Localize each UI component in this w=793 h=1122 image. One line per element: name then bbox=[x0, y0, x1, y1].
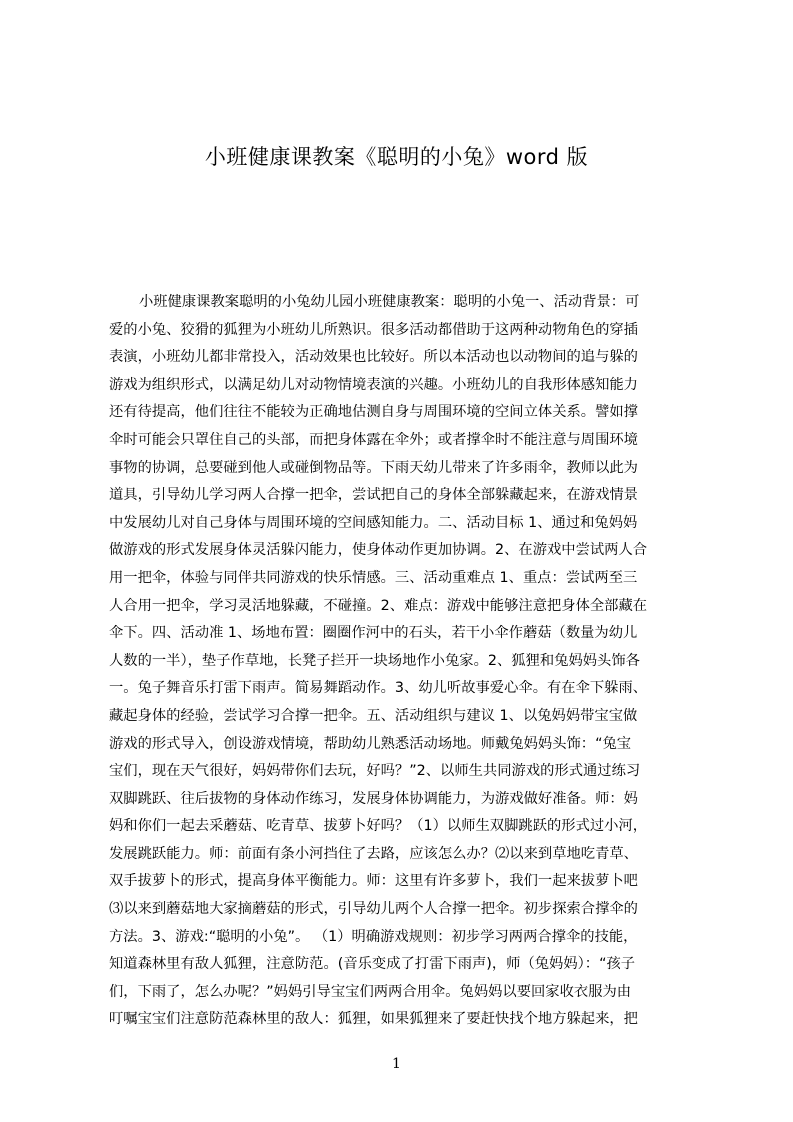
paragraph-line: 发展跳跃能力。师：前面有条小河挡住了去路，应该怎么办？⑵以来到草地吃青草、 bbox=[109, 845, 638, 862]
paragraph-line: 们，下雨了，怎么办呢？”妈妈引导宝宝们两两合用伞。兔妈妈以要回家收衣服为由 bbox=[109, 983, 632, 1000]
paragraph-line: 藏起身体的经验，尝试学习合撑一把伞。五、活动组织与建议 1、以兔妈妈带宝宝做 bbox=[109, 707, 638, 724]
paragraph-line: 中发展幼儿对自己身体与周围环境的空间感知能力。二、活动目标 1、通过和兔妈妈 bbox=[109, 514, 638, 531]
paragraph-line: 小班健康课教案聪明的小兔幼儿园小班健康教案：聪明的小兔一、活动背景：可 bbox=[139, 294, 640, 310]
paragraph-line: 一。兔子舞音乐打雷下雨声。简易舞蹈动作。3、幼儿听故事爱心伞。有在伞下躲雨、 bbox=[109, 680, 648, 697]
paragraph-line: 方法。3、游戏:“聪明的小兔”。 （1）明确游戏规则：初步学习两两合撑伞的技能， bbox=[109, 928, 638, 945]
paragraph-line: 做游戏的形式发展身体灵活躲闪能力，使身体动作更加协调。2、在游戏中尝试两人合 bbox=[109, 542, 648, 559]
paragraph-line: ⑶以来到蘑菇地大家摘蘑菇的形式，引导幼儿两个人合撑一把伞。初步探索合撑伞的 bbox=[109, 901, 638, 918]
paragraph-line: 表演，小班幼儿都非常投入，活动效果也比较好。所以本活动也以动物间的追与躲的 bbox=[109, 349, 638, 366]
paragraph-line: 双脚跳跃、往后拔物的身体动作练习，发展身体协调能力，为游戏做好准备。师：妈 bbox=[109, 790, 638, 807]
paragraph-line: 用一把伞，体验与同伴共同游戏的快乐情感。三、活动重难点 1、重点：尝试两至三 bbox=[109, 569, 638, 586]
paragraph-line: 道具，引导幼儿学习两人合撑一把伞，尝试把自己的身体全部躲藏起来，在游戏情景 bbox=[109, 487, 638, 504]
paragraph-line: 事物的协调，总要碰到他人或碰倒物品等。下雨天幼儿带来了许多雨伞，教师以此为 bbox=[109, 459, 638, 476]
paragraph-line: 双手拔萝卜的形式，提高身体平衡能力。师：这里有许多萝卜，我们一起来拔萝卜吧 bbox=[109, 873, 638, 890]
page-number: 1 bbox=[392, 1056, 401, 1072]
document-title: 小班健康课教案《聪明的小兔》word 版 bbox=[204, 145, 589, 169]
paragraph-line: 伞下。四、活动准 1、场地布置：圈圈作河中的石头，若干小伞作蘑菇（数量为幼儿 bbox=[109, 625, 638, 642]
paragraph-line: 知道森林里有敌人狐狸，注意防范。(音乐变成了打雷下雨声)，师（兔妈妈）：“孩子 bbox=[109, 956, 636, 973]
paragraph-line: 人合用一把伞，学习灵活地躲藏，不碰撞。2、难点：游戏中能够注意把身体全部藏在 bbox=[109, 597, 648, 614]
paragraph-line: 还有待提高，他们往往不能较为正确地估测自身与周围环境的空间立体关系。譬如撑 bbox=[109, 404, 638, 421]
paragraph-line: 伞时可能会只罩住自己的头部，而把身体露在伞外；或者撑伞时不能注意与周围环境 bbox=[109, 431, 638, 448]
paragraph-line: 妈和你们一起去采蘑菇、吃青草、拔萝卜好吗？（1）以师生双脚跳跃的形式过小河， bbox=[109, 818, 648, 835]
paragraph-line: 爱的小兔、狡猾的狐狸为小班幼儿所熟识。很多活动都借助于这两种动物角色的穿插 bbox=[109, 321, 638, 338]
paragraph-line: 宝们，现在天气很好，妈妈带你们去玩，好吗？”2、以师生共同游戏的形式通过练习 bbox=[109, 763, 641, 780]
paragraph-line: 人数的一半），垫子作草地，长凳子拦开一块场地作小兔家。2、狐狸和兔妈妈头饰各 bbox=[109, 652, 640, 669]
paragraph-line: 游戏的形式导入，创设游戏情境，帮助幼儿熟悉活动场地。师戴兔妈妈头饰：“兔宝 bbox=[109, 735, 632, 752]
body-text bbox=[109, 289, 697, 1034]
paragraph-line: 叮嘱宝宝们注意防范森林里的敌人：狐狸，如果狐狸来了要赶快找个地方躲起来，把 bbox=[109, 1011, 638, 1028]
paragraph-line: 游戏为组织形式，以满足幼儿对动物情境表演的兴趣。小班幼儿的自我形体感知能力 bbox=[109, 376, 638, 393]
